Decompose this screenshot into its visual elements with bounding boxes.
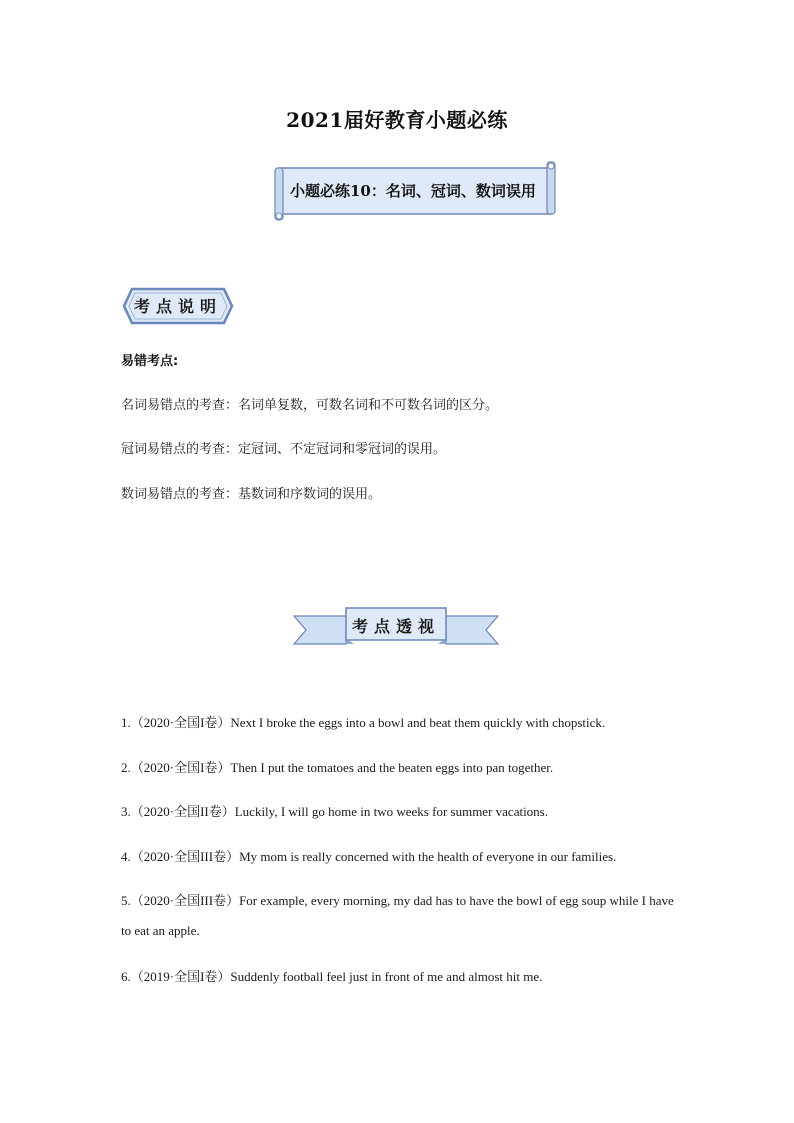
question-item: 4.（2020·全国III卷）My mom is really concerned with the health of everyone in our families. [121,849,617,864]
question-item: 2.（2020·全国I卷）Then I put the tomatoes and the beaten eggs into pan together. [121,760,554,775]
badge-label: 考点透视 [351,617,440,636]
question-item: 5.（2020·全国III卷）For example, every morning, my dad has to have the bowl of egg soup while I have to eat an apple. [121,893,674,938]
point-item: 数词易错点的考查：基数词和序数词的误用。 [121,487,382,502]
topic-title: 小题必练10：名词、冠词、数词误用 [290,182,536,200]
section-heading: 易错考点: [121,354,179,369]
point-item: 名词易错点的考查：名词单复数，可数名词和不可数名词的区分。 [121,398,499,413]
question-item: 1.（2020·全国I卷）Next I broke the eggs into a bowl and beat them quickly with chopstick. [121,715,606,730]
question-item: 3.（2020·全国II卷）Luckily, I will go home in two weeks for summer vacations. [121,804,548,819]
page-title: 2021届好教育小题必练 [286,108,508,132]
topic-scroll-banner [272,160,560,222]
section-badge-perspective [292,604,500,648]
badge-label: 考点说明 [133,297,222,316]
point-item: 冠词易错点的考查：定冠词、不定冠词和零冠词的误用。 [121,442,447,457]
section-badge-explanation [122,287,234,325]
question-item: 6.（2019·全国I卷）Suddenly football feel just in front of me and almost hit me. [121,969,543,984]
